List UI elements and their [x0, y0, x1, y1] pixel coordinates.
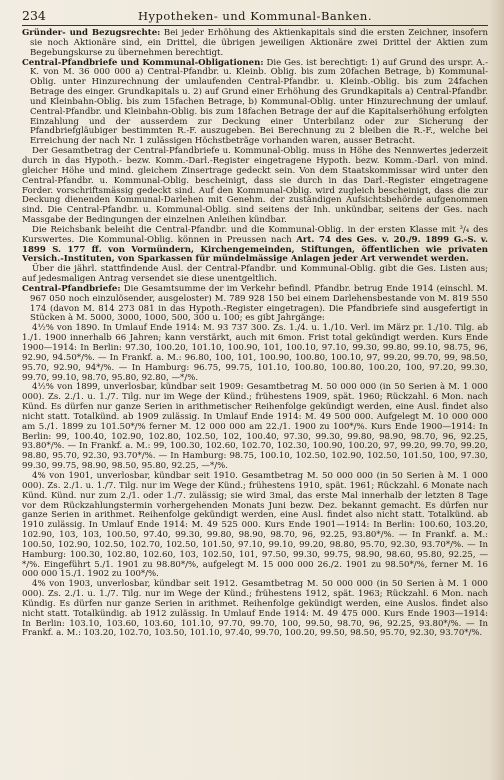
- paragraph: [22, 472, 488, 580]
- paragraph: [22, 580, 488, 639]
- paragraph-text: Bei jeder Erhöhung des Aktienkapitals sind die ersten Zeichner, insofern sie noch Aktionäre sind, ein Drittel, die übrigen jeweiligen Aktionäre zwei Drittel der Aktien zum Begebungskurse zu übernehmen berechtigt.: [30, 28, 488, 58]
- paragraph-text: Über die jährl. stattfindende Ausl. der Central-Pfandbr. und Kommunal-Oblig. gibt die Ges. Listen aus; auf jedesmaligen Antrag versendet sie diese unentgeltlich.: [22, 264, 488, 285]
- paragraph-emphasis: Art. 74 des Ges. v. 20./9. 1899 G.-S. v. 1899 S. 177 ff. von Vormündern, Kirchengemeinden, Stiftungen, öffentlichen wie privaten Versich.-Instituten, von Sparkassen für mündelmässige Anlagen jeder Art verwendet werden.: [22, 234, 488, 265]
- paragraph-heading: Central-Pfandbriefe:: [22, 283, 121, 294]
- paragraph-text: 4½% von 1899, unverlosbar, kündbar seit 1909: Gesamtbetrag M. 50 000 000 (in 50 Serien à M. 1 000 000). Zs. 2./1. u. 1./7. Tilg. nur im Wege der Künd.; frühestens 1909, spät. 1960; Rückzahl. 6 Mon. nach Künd. Es dürfen nur ganze Serien in arithmetischer Reihenfolge gekündigt werden, eine Ausl. findet also nicht statt. Totalkünd. ab 1909 zulässig. In Umlauf Ende 1914: M. 49 500 000. Aufgelegt M. 10 000 000 am 5./1. 1899 zu 101.50*/% ferner M. 12 000 000 am 22./1. 1900 zu 100*/%. Kurs Ende 1900—1914: In Berlin: 99, 100.40, 102.90, 102.80, 102.50, 102, 100.40, 97.30, 99.30, 99.80, 98.90, 98.70, 96, 92.25, 93.80*/%. — In Frankf. a. M.: 99, 100.30, 102.60, 102.70, 102.30, 100.90, 100.20, 97, 99.20, 99.70, 99.20, 98.80, 95.70, 92.30, 93.70*/%. — In Hamburg: 98.75, 100.10, 102.50, 102.90, 102.50, 101.50, 100, 97.30, 99.30, 99.75, 98.90, 98.50, 95.80, 92.25, —*/%.: [22, 382, 488, 472]
- paragraph-text: Die Gesamtsumme der im Verkehr befindl. Pfandbr. betrug Ende 1914 (einschl. M. 967 050 noch einzulösender, ausgeloster) M. 789 928 150 bei einem Darlehensbestande von M. 819 550 174 (davon M. 814 273 081 in das Hypoth.-Register eingetragen). Die Pfandbriefe sind ausgefertigt in Stücken à M. 5000, 3000, 1000, 500, 300 u. 100; es gibt Jahrgänge:: [30, 283, 488, 324]
- paragraph-text: 4% von 1903, unverlosbar, kündbar seit 1912. Gesamtbetrag M. 50 000 000 (in 50 Serien à M. 1 000 000). Zs. 2./1. u. 1./7. Tilg. nur im Wege der Künd.; frühestens 1912, spät. 1963; Rückzahl. 6 Mon. nach Kündig. Es dürfen nur ganze Serien in arithmet. Reihenfolge gekündigt werden, eine Auslos. findet also nicht statt. Totalkündig. ab 1912 zulässig. In Umlauf Ende 1914: M. 49 475 000. Kurs Ende 1903—1914: In Berlin: 103.10, 103.60, 103.60, 101.10, 97.70, 99.70, 100, 99.50, 98.70, 96, 92.25, 93.80*/%. — In Frankf. a. M.: 103.20, 102.70, 103.50, 101.10, 97.40, 99.70, 100.20, 99.50, 98.50, 95.70, 92.30, 93.70*/%.: [22, 579, 488, 639]
- paragraph-text: 4% von 1901, unverlosbar, kündbar seit 1910. Gesamtbetrag M. 50 000 000 (in 50 Serien à M. 1 000 000). Zs. 2./1. u. 1./7. Tilg. nur im Wege der Künd.; frühestens 1910, spät. 1961; Rückzahl. 6 Monate nach Künd. Künd. nur zum 2./1. oder 1./7. zulässig; sie wird 3mal, das erste Mal innerhalb der letzten 8 Tage vor dem Rückzahlungstermin vorhergehenden Monats Juni bezw. Dez. bekannt gemacht. Es dürfen nur ganze Serien in arithmet. Reihenfolge gekündigt werden, eine Ausl. findet also nicht statt. Totalkünd. ab 1910 zulässig. In Umlauf Ende 1914: M. 49 525 000. Kurs Ende 1901—1914: In Berlin: 100.60, 103.20, 102.90, 103, 103, 100.50, 97.40, 99.30, 99.80, 98.90, 98.70, 96, 92.25, 93.80*/%. — In Frankf. a. M.: 100.50, 102.90, 102.50, 102.70, 102.50, 101.50, 97.10, 99.10, 99.20, 98.80, 95.70, 92.30, 93.70*/%. — In Hamburg: 100.30, 102.80, 102.60, 103, 102.50, 101, 97.50, 99.30, 99.75, 98.90, 98.60, 95.80, 92.25, —*/%. Eingeführt 5./1. 1901 zu 98.80*/%, aufgelegt M. 15 000 000 26./2. 1901 zu 98.50*/%, ferner M. 16 000 000 15./1. 1902 zu 100*/%.: [22, 470, 488, 580]
- paragraph: [22, 383, 488, 472]
- page-header: [22, 8, 488, 26]
- paragraph: [22, 324, 488, 383]
- paragraph: [22, 285, 488, 324]
- paragraph: [22, 59, 488, 148]
- paragraph: [22, 226, 488, 265]
- paragraph-text: Die Reichsbank beleiht die Central-Pfandbr. und die Kommunal-Oblig. in der ersten Klasse mit ³/₄ des Kurswertes. Die Kommunal-Oblig. können in Preussen nach: [22, 224, 488, 245]
- body-text: [22, 29, 488, 639]
- paragraph-text: Die Ges. ist berechtigt: 1) auf Grund des urspr. A.-K. von M. 36 000 000 a) Central-Pfandbr. u. Kleinb. Oblig. bis zum 20fachen Betrage, b) Kommunal-Oblig. unter Hinzurechnung der umlaufenden Central-Pfandbr. u. Kleinb.-Oblig. bis zum 24fachen Betrage des einger. Grundkapitals u. 2) auf Grund einer Erhöhung des Grundkapitals a) Central-Pfandbr. und Kleinbahn-Oblig. bis zum 15fachen Betrage, b) Kommunal-Oblig. unter Hinzurechnung der umlauf. Central-Pfandbr. und Kleinbahn-Oblig. bis zum 18fachen Betrage der auf die Kapitalserhöhung erfolgten Einzahlung und der ausserdem zur Deckung einer Unterbilanz oder zur Sicherung der Pfandbriefgläubiger bestimmten R.-F. auszugeben. Bei Berechnung zu 2 bleiben die R.-F., welche bei Erreichung der nach Nr. 1 zulässigen Höchstbeträge vorhanden waren, ausser Betracht.: [30, 57, 488, 147]
- paragraph-heading: Gründer- und Bezugsrechte:: [22, 28, 161, 38]
- page-number: 234: [22, 8, 46, 23]
- running-head: Hypotheken- und Kommunal-Banken.: [138, 9, 372, 23]
- paragraph: [22, 147, 488, 226]
- paragraph-heading: Central-Pfandbriefe und Kommunal-Obligationen:: [22, 57, 264, 68]
- paragraph: [22, 265, 488, 285]
- paragraph-text: Der Gesamtbetrag der Central-Pfandbriefe u. Kommunal-Oblig. muss in Höhe des Nennwertes jederzeit durch in das Hypoth.- bezw. Komm.-Darl.-Register eingetragene Hypoth. bezw. Komm.-Darl. von mind. gleicher Höhe und mind. gleichem Zinsertrage gedeckt sein. Von dem Staatskommissar wird unter den Central-Pfandbr. u. Kommunal-Oblig. bescheinigt, dass sie durch in das Darl.-Register eingetragene Forder. vorschriftsmässig gedeckt sind. Auf den Kommunal-Oblig. wird zugleich bescheinigt, dass die zur Deckung dienenden Kommunal-Darlehen mit Genehm. der zuständigen Aufsichtsbehörde aufgenommen sind. Die Central-Pfandbr. u. Kommunal-Oblig. sind seitens der Inh. unkündbar, seitens der Ges. nach Massgabe der Bedingungen der einzelnen Anleihen kündbar.: [22, 146, 488, 226]
- paragraph-text: 4½% von 1890. In Umlauf Ende 1914: M. 93 737 300. Zs. 1./4. u. 1./10. Verl. im März pr. 1./10. Tilg. ab 1./1. 1900 innerhalb 66 Jahren; kann verstärkt, auch mit 6mon. Frist total gekündigt werden. Kurs Ende 1900—1914: In Berlin: 97.30, 100.20, 101.10, 100.90, 101, 100.10, 97.10, 99.30, 99.80, 99.10, 98.75, 96, 92.90, 94.50*/%. — In Frankf. a. M.: 96.80, 100, 101, 100.90, 100.80, 100.10, 97, 99.20, 99.70, 99, 98.50, 95.70, 92.90, 94*/%. — In Hamburg: 96.75, 99.75, 101.10, 100.80, 100.80, 100.20, 100, 97.20, 99.30, 99.70, 99.10, 98.70, 95.80, 92.80, —*/%.: [22, 323, 488, 383]
- paragraph: [22, 29, 488, 59]
